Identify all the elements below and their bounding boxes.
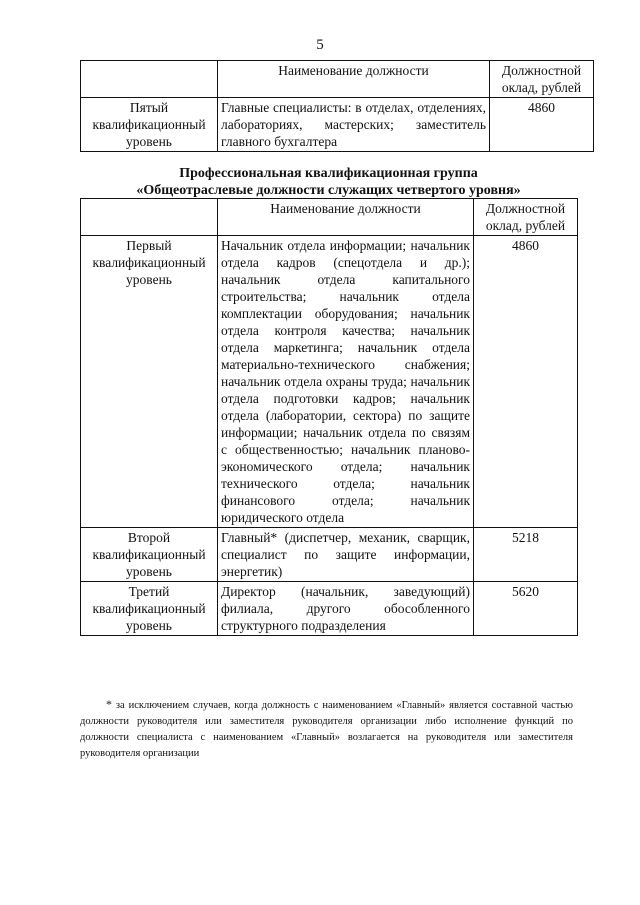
salary-value: 5620 (474, 582, 578, 636)
table-header-row (81, 199, 578, 236)
header-salary: Должностной оклад, рублей (490, 61, 594, 98)
salary-value: 4860 (490, 98, 594, 152)
table-header-row (81, 61, 594, 98)
table-row (81, 236, 578, 528)
table-row (81, 528, 578, 582)
position-name: Директор (начальник, заведующий) филиала, другого обособленного структурного подразделения (218, 582, 474, 636)
group-title-line-1: Профессиональная квалификационная группа (179, 166, 478, 181)
header-position-name: Наименование должности (218, 199, 474, 236)
group-title-line-2: «Общеотраслевые должности служащих четвертого уровня» (136, 183, 521, 198)
table-row (81, 582, 578, 636)
footnote (80, 696, 573, 762)
position-name: Главный* (диспетчер, механик, сварщик, специалист по защите информации, энергетик) (218, 528, 474, 582)
salary-table-fourth-level-group (80, 198, 578, 636)
salary-value: 5218 (474, 528, 578, 582)
salary-value: 4860 (474, 236, 578, 528)
qualification-level: Первый квалификационный уровень (81, 236, 218, 528)
header-salary: Должностной оклад, рублей (474, 199, 578, 236)
salary-table-fifth-level (80, 60, 594, 152)
group-title (80, 165, 577, 199)
table-row (81, 98, 594, 152)
header-level (81, 61, 218, 98)
page-number: 5 (316, 37, 324, 53)
footnote-mark: * (106, 697, 112, 711)
header-level (81, 199, 218, 236)
position-name: Начальник отдела информации; начальник отдела кадров (спецотдела и др.); начальник отдела капитального строительства; начальник отдела комплектации оборудования; начальник отдела контроля качества; начальник отдела маркетинга; начальник отдела материально-технического снабжения; начальник отдела охраны труда; начальник отдела подготовки кадров; начальник отдела (лаборатории, сектора) по защите информации; начальник отдела по связям с общественностью; начальник планово-экономического отдела; начальник технического отдела; начальник финансового отдела; начальник юридического отдела (218, 236, 474, 528)
qualification-level: Второй квалификационный уровень (81, 528, 218, 582)
position-name: Главные специалисты: в отделах, отделениях, лабораториях, мастерских; заместитель главного бухгалтера (218, 98, 490, 152)
qualification-level: Пятый квалификационный уровень (81, 98, 218, 152)
header-position-name: Наименование должности (218, 61, 490, 98)
qualification-level: Третий квалификационный уровень (81, 582, 218, 636)
footnote-text: за исключением случаев, когда должность с наименованием «Главный» является составной частью должности руководителя или заместителя руководителя организации либо исполнение функций по должности специалиста с наименованием «Главный» возлагается на руководителя или заместителя руководителя организации (80, 700, 574, 759)
